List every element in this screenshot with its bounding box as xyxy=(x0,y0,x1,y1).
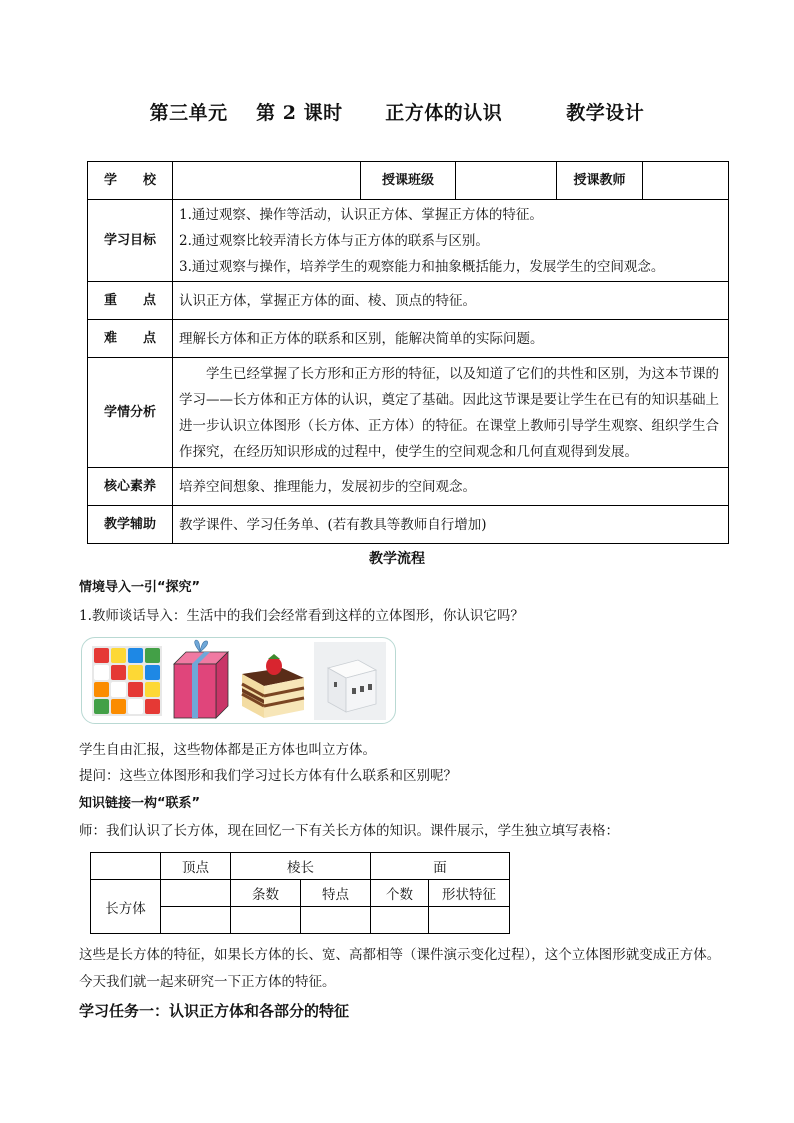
objects-image-frame xyxy=(81,637,396,724)
intro-text: 1.教师谈话导入：生活中的我们会经常看到这样的立体图形，你认识它吗？ xyxy=(79,608,524,624)
class-label: 授课班级 xyxy=(361,162,456,200)
flow-heading: 教学流程 xyxy=(369,551,425,567)
vertex-input-cell[interactable] xyxy=(161,880,231,907)
task1-heading: 学习任务一：认识正方体和各部分的特征 xyxy=(79,1002,350,1020)
core-literacy-value: 培养空间想象、推理能力，发展初步的空间观念。 xyxy=(173,468,729,506)
rubik-tile xyxy=(128,699,143,714)
power-cube-icon xyxy=(314,642,386,720)
edge-feature-answer-cell[interactable] xyxy=(301,907,371,934)
school-label: 学 校 xyxy=(88,162,173,200)
goals-label: 学习目标 xyxy=(88,200,173,282)
question-text: 提问：这些立体图形和我们学习过长方体有什么联系和区别呢？ xyxy=(79,768,457,784)
goals-cell xyxy=(173,200,729,282)
difficulty-label: 难 点 xyxy=(88,320,173,358)
cake-slice-icon xyxy=(242,654,304,718)
rubik-tile xyxy=(94,665,109,680)
page-title: 第三单元 第 2 课时 正方体的认识 教学设计 xyxy=(149,102,645,124)
analysis-label: 学情分析 xyxy=(88,358,173,468)
analysis-value: 学生已经掌握了长方形和正方形的特征，以及知道了它们的共性和区别，为这本节课的学习——长方体和正方体的认识，奠定了基础。因此这节课是要让学生在已有的知识基础上进一步认识立体图形（长方体、正方体）的特征。在课堂上教师引导学生观察、组织学生合作探究，在经历知识形成的过程中，使学生的空间观念和几何直观得到发展。 xyxy=(173,358,729,468)
core-literacy-label: 核心素养 xyxy=(88,468,173,506)
section-intro-heading: 情境导入一引“探究” xyxy=(79,580,201,595)
face-shape-answer-cell[interactable] xyxy=(429,907,510,934)
cube-objects-illustration xyxy=(82,638,395,723)
key-point-value: 认识正方体，掌握正方体的面、棱、顶点的特征。 xyxy=(173,282,729,320)
rubik-tile xyxy=(94,699,109,714)
vertex-header: 顶点 xyxy=(161,853,231,880)
rubik-tile xyxy=(145,665,160,680)
rubik-tile xyxy=(128,682,143,697)
conclusion-text: 这些是长方体的特征，如果长方体的长、宽、高都相等（课件演示变化过程），这个立体图形就变成正方体。今天我们就一起来研究一下正方体的特征。 xyxy=(79,947,721,990)
class-value xyxy=(456,162,557,200)
rubik-tile xyxy=(128,648,143,663)
rubik-tile xyxy=(111,648,126,663)
corner-cell xyxy=(91,853,161,880)
face-count-header: 个数 xyxy=(371,880,429,907)
rubik-tile xyxy=(111,665,126,680)
difficulty-value: 理解长方体和正方体的联系和区别，能解决简单的实际问题。 xyxy=(173,320,729,358)
school-value xyxy=(173,162,361,200)
edge-feature-header: 特点 xyxy=(301,880,371,907)
section-link-heading: 知识链接一构“联系” xyxy=(79,796,201,811)
report-text: 学生自由汇报，这些物体都是正方体也叫立方体。 xyxy=(79,742,376,758)
face-header: 面 xyxy=(371,853,510,880)
face-shape-header: 形状特征 xyxy=(429,880,510,907)
teacher-value xyxy=(643,162,729,200)
rubik-tile xyxy=(94,682,109,697)
edge-count-answer-cell[interactable] xyxy=(231,907,301,934)
teacher-text: 师：我们认识了长方体，现在回忆一下有关长方体的知识。课件展示，学生独立填写表格： xyxy=(79,823,619,839)
lesson-info-table xyxy=(87,161,729,544)
key-point-label: 重 点 xyxy=(88,282,173,320)
rubik-tile xyxy=(94,648,109,663)
goal-item: 2.通过观察比较弄清长方体与正方体的联系与区别。 xyxy=(179,232,489,249)
rubik-tile xyxy=(111,699,126,714)
teacher-label: 授课教师 xyxy=(557,162,643,200)
rubik-cube-icon xyxy=(92,646,162,716)
edge-header: 棱长 xyxy=(231,853,371,880)
rubik-tile xyxy=(145,648,160,663)
cuboid-row-label: 长方体 xyxy=(91,880,161,934)
vertex-answer-cell[interactable] xyxy=(161,907,231,934)
face-count-answer-cell[interactable] xyxy=(371,907,429,934)
edge-count-header: 条数 xyxy=(231,880,301,907)
teaching-aids-value: 教学课件、学习任务单、(若有教具等教师自行增加) xyxy=(173,506,729,544)
rubik-tile xyxy=(128,665,143,680)
gift-box-icon xyxy=(174,640,228,718)
rubik-tile xyxy=(145,682,160,697)
goal-item: 1.通过观察、操作等活动，认识正方体、掌握正方体的特征。 xyxy=(179,206,543,223)
teaching-aids-label: 教学辅助 xyxy=(88,506,173,544)
rubik-tile xyxy=(145,699,160,714)
rubik-tile xyxy=(111,682,126,697)
goal-item: 3.通过观察与操作，培养学生的观察能力和抽象概括能力，发展学生的空间观念。 xyxy=(179,258,665,275)
cuboid-feature-table xyxy=(90,852,510,934)
